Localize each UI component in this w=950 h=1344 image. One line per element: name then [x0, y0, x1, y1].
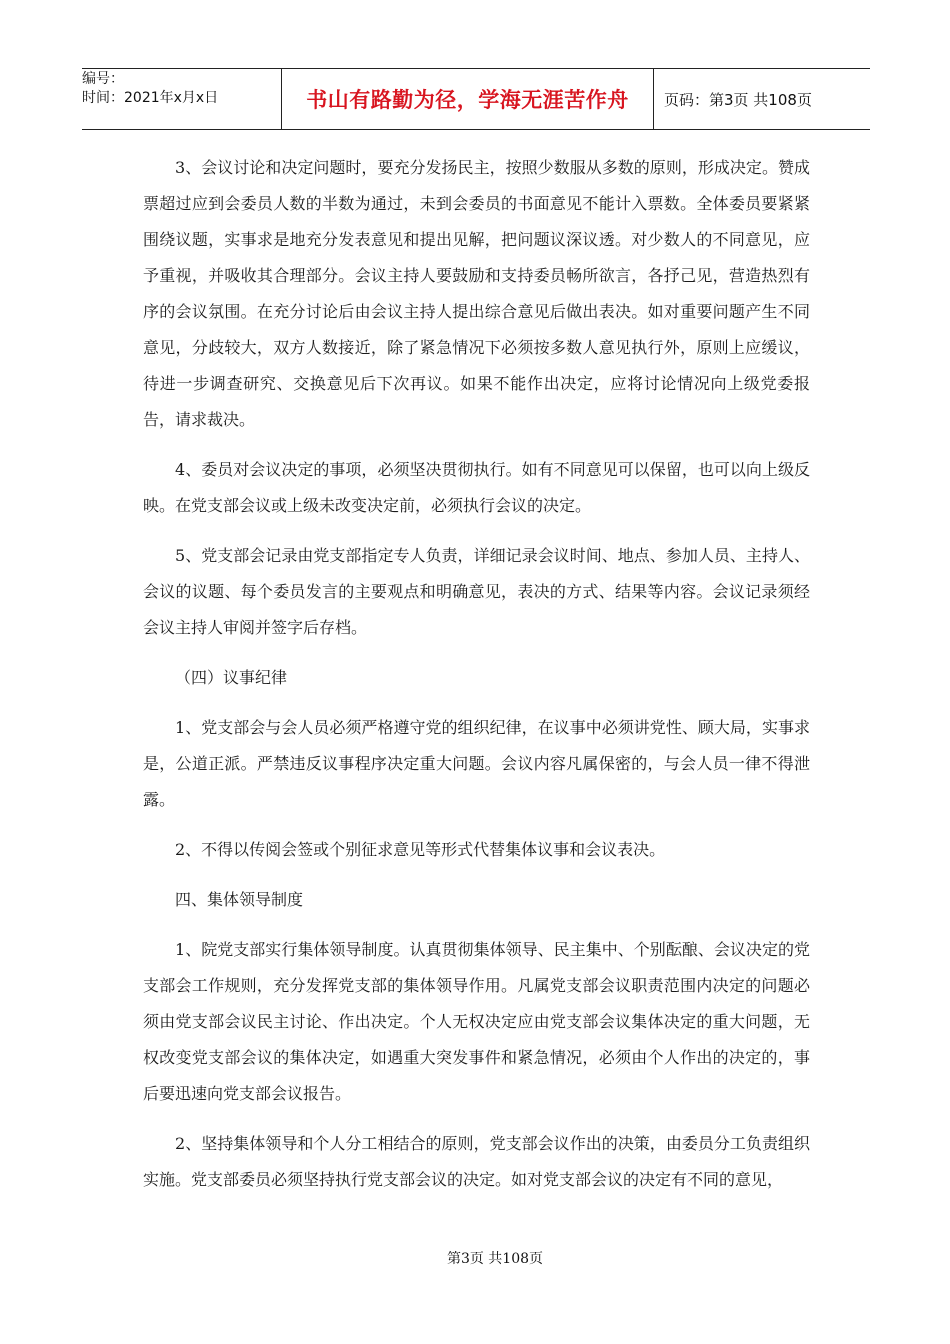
section-heading-collective-leadership: 四、集体领导制度 [175, 890, 304, 909]
page-header [82, 68, 870, 130]
paragraph-3: 3、会议讨论和决定问题时，要充分发扬民主，按照少数服从多数的原则，形成决定。赞成票超过应到会委员人数的半数为通过，未到会委员的书面意见不能计入票数。全体委员要紧紧围绕议题，实事求是地充分发表意见和提出见解，把问题议深议透。对少数人的不同意见，应予重视，并吸收其合理部分。会议主持人要鼓励和支持委员畅所欲言，各抒己见，营造热烈有序的会议氛围。在充分讨论后由会议主持人提出综合意见后做出表决。如对重要问题产生不同意见，分歧较大，双方人数接近，除了紧急情况下必须按多数人意见执行外，原则上应缓议，待进一步调查研究、交换意见后下次再议。如果不能作出决定，应将讨论情况向上级党委报告，请求裁决。 [143, 158, 810, 429]
document-body [143, 150, 810, 1212]
leadership-item-1: 1、院党支部实行集体领导制度。认真贯彻集体领导、民主集中、个别酝酿、会议决定的党支部会工作规则，充分发挥党支部的集体领导作用。凡属党支部会议职责范围内决定的问题必须由党支部会议民主讨论、作出决定。个人无权决定应由党支部会议集体决定的重大问题，无权改变党支部会议的集体决定，如遇重大突发事件和紧急情况，必须由个人作出的决定的，事后要迅速向党支部会议报告。 [143, 940, 810, 1103]
paragraph-4: 4、委员对会议决定的事项，必须坚决贯彻执行。如有不同意见可以保留，也可以向上级反映。在党支部会议或上级未改变决定前，必须执行会议的决定。 [143, 460, 810, 515]
time-label: 时间：2021年x月x日 [82, 90, 219, 106]
section-heading-discipline: （四）议事纪律 [175, 668, 288, 687]
page-footer: 第3页 共108页 [446, 1251, 544, 1267]
leadership-item-2: 2、坚持集体领导和个人分工相结合的原则，党支部会议作出的决策，由委员分工负责组织实施。党支部委员必须坚持执行党支部会议的决定。如对党支部会议的决定有不同的意见， [143, 1134, 810, 1189]
discipline-item-1: 1、党支部会与会人员必须严格遵守党的组织纪律，在议事中必须讲党性、顾大局，实事求是，公道正派。严禁违反议事程序决定重大问题。会议内容凡属保密的，与会人员一律不得泄露。 [143, 718, 810, 809]
header-motto: 书山有路勤为径，学海无涯苦作舟 [306, 88, 629, 112]
number-label: 编号： [82, 71, 124, 87]
header-motto-cell [282, 69, 654, 129]
header-meta [82, 69, 282, 129]
discipline-item-2: 2、不得以传阅会签或个别征求意见等形式代替集体议事和会议表决。 [175, 840, 666, 859]
paragraph-5: 5、党支部会记录由党支部指定专人负责，详细记录会议时间、地点、参加人员、主持人、会议的议题、每个委员发言的主要观点和明确意见，表决的方式、结果等内容。会议记录须经会议主持人审阅并签字后存档。 [143, 546, 810, 637]
header-page-info: 页码：第3页 共108页 [664, 90, 812, 109]
